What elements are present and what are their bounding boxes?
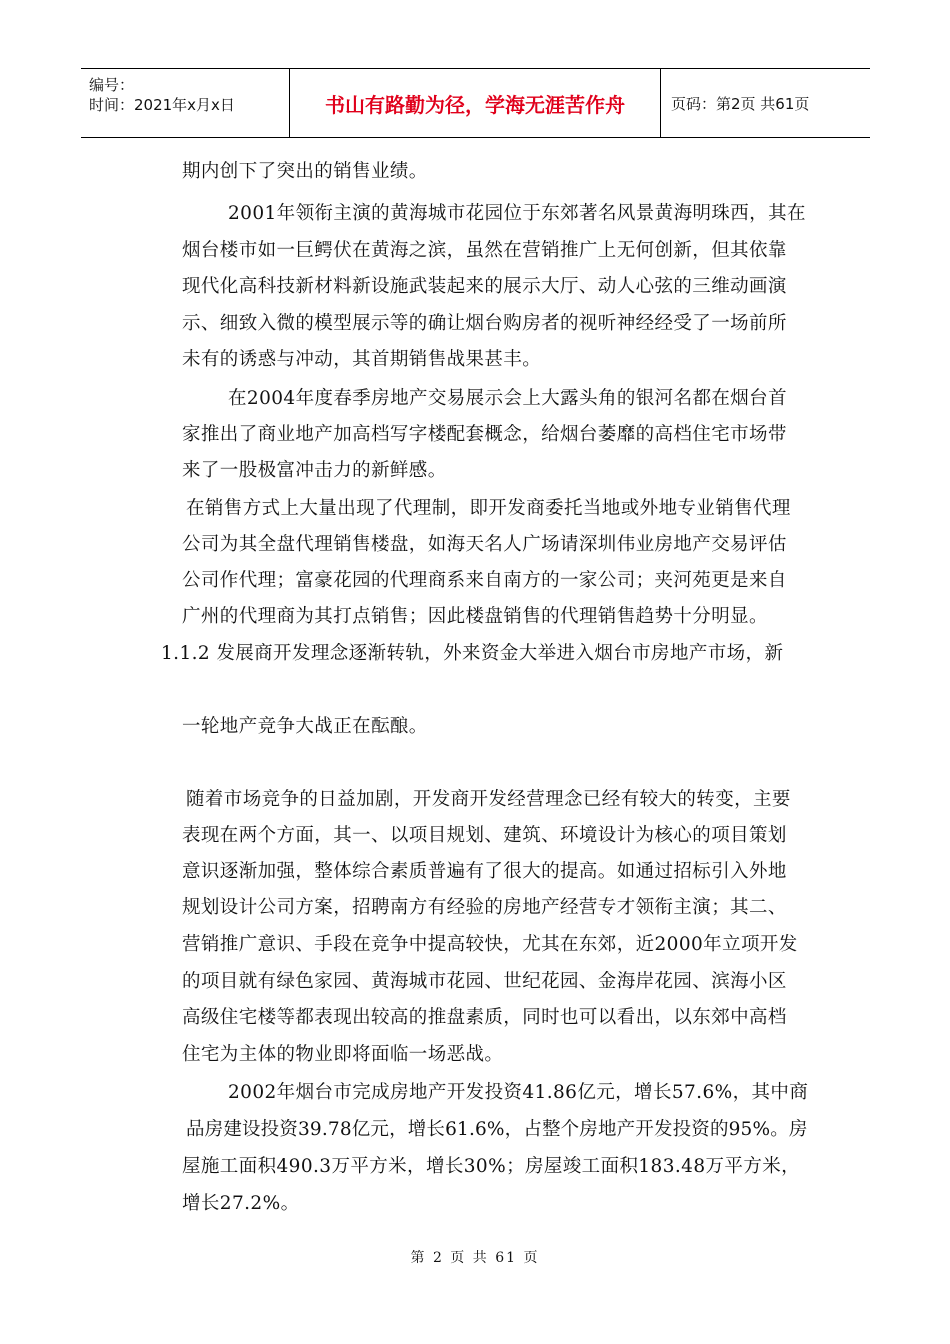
- text-line: 来了一股极富冲击力的新鲜感。: [182, 460, 447, 481]
- header-motto-cell: [290, 69, 661, 137]
- page-info: 页码：第2页 共61页: [671, 94, 810, 113]
- time-label: 时间：2021年x月x日: [89, 96, 235, 114]
- text-line: 随着市场竞争的日益加剧，开发商开发经营理念已经有较大的转变，主要: [186, 789, 791, 810]
- text-line: 表现在两个方面，其一、以项目规划、建筑、环境设计为核心的项目策划: [182, 825, 787, 846]
- text-line: 示、细致入微的模型展示等的确让烟台购房者的视听神经经受了一场前所: [182, 313, 787, 334]
- text-line: 增长27.2%。: [182, 1193, 300, 1214]
- text-line: 住宅为主体的物业即将面临一场恶战。: [182, 1044, 504, 1065]
- text-line: 烟台楼市如一巨鳄伏在黄海之滨，虽然在营销推广上无何创新，但其依靠: [182, 240, 787, 261]
- text-line: 高级住宅楼等都表现出较高的推盘素质，同时也可以看出，以东郊中高档: [182, 1007, 787, 1028]
- header-meta: [81, 69, 290, 137]
- text-line: 营销推广意识、手段在竞争中提高较快，尤其在东郊，近2000年立项开发: [182, 934, 798, 955]
- text-line: 公司为其全盘代理销售楼盘，如海天名人广场请深圳伟业房地产交易评估: [182, 534, 787, 555]
- text-line: 家推出了商业地产加高档写字楼配套概念，给烟台萎靡的高档住宅市场带: [182, 424, 787, 445]
- text-line: 规划设计公司方案，招聘南方有经验的房地产经营专才领衔主演；其二、: [182, 897, 787, 918]
- text-line: 未有的诱惑与冲动，其首期销售战果甚丰。: [182, 349, 542, 370]
- text-line: 现代化高科技新材料新设施武装起来的展示大厅、动人心弦的三维动画演: [182, 276, 787, 297]
- text-line: 2002年烟台市完成房地产开发投资41.86亿元，增长57.6%，其中商: [228, 1082, 809, 1103]
- text-line: 在2004年度春季房地产交易展示会上大露头角的银河名都在烟台首: [228, 388, 787, 409]
- text-line: 期内创下了突出的销售业绩。: [182, 161, 428, 182]
- text-line: 意识逐渐加强，整体综合素质普遍有了很大的提高。如通过招标引入外地: [182, 861, 787, 882]
- section-heading-line: 1.1.2 发展商开发理念逐渐转轨，外来资金大举进入烟台市房地产市场，新: [161, 643, 784, 664]
- header-table: [81, 68, 870, 138]
- text-line: 2001年领衔主演的黄海城市花园位于东郊著名风景黄海明珠西，其在: [228, 203, 806, 224]
- text-line: 品房建设投资39.78亿元，增长61.6%，占整个房地产开发投资的95%。房: [186, 1119, 808, 1140]
- text-line: 屋施工面积490.3万平方米，增长30%；房屋竣工面积183.48万平方米，: [182, 1156, 801, 1177]
- text-line: 广州的代理商为其打点销售；因此楼盘销售的代理销售趋势十分明显。: [182, 606, 768, 627]
- section-heading-line: 一轮地产竞争大战正在酝酿。: [182, 716, 428, 737]
- text-line: 的项目就有绿色家园、黄海城市花园、世纪花园、金海岸花园、滨海小区: [182, 971, 787, 992]
- header-page-info: [661, 69, 870, 137]
- page-footer: [0, 1247, 950, 1267]
- motto: 书山有路勤为径，学海无涯苦作舟: [325, 92, 625, 117]
- footer-page-label: 第 2 页 共 61 页: [410, 1250, 540, 1266]
- text-line: 公司作代理；富豪花园的代理商系来自南方的一家公司；夹河苑更是来自: [182, 570, 787, 591]
- text-line: 在销售方式上大量出现了代理制，即开发商委托当地或外地专业销售代理: [186, 498, 791, 519]
- number-label: 编号：: [89, 76, 135, 94]
